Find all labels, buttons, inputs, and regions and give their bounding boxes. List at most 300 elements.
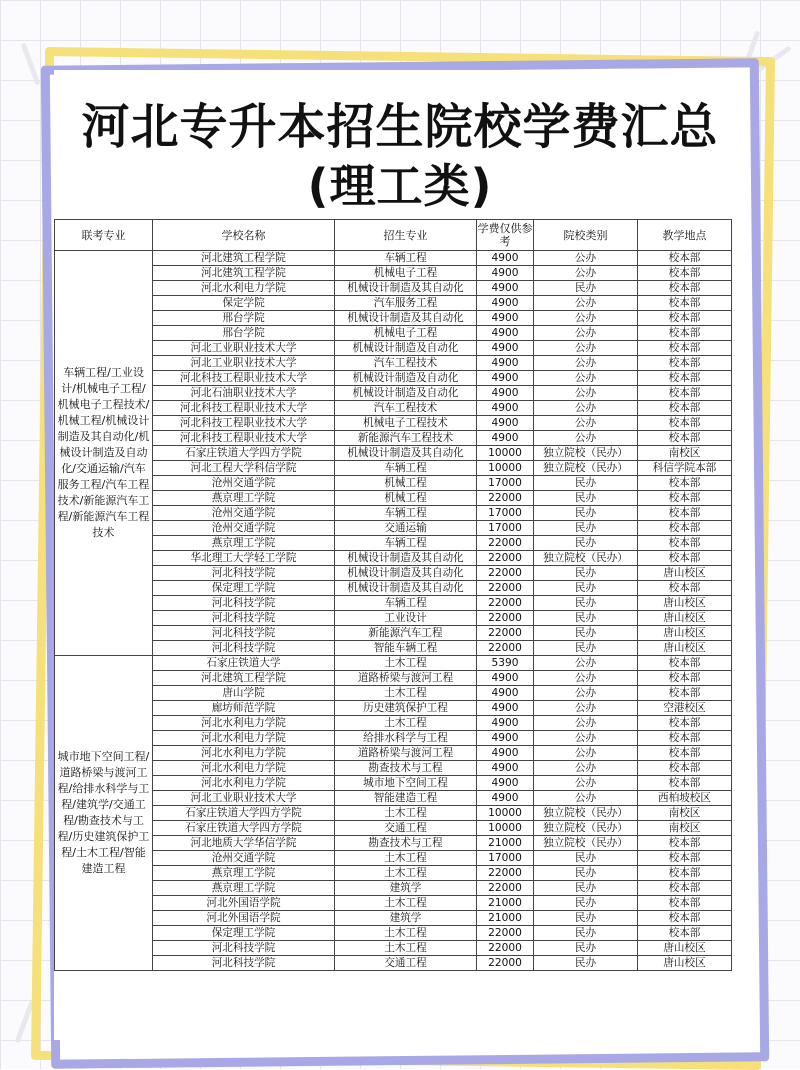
program-cell: 机械工程	[335, 491, 477, 506]
tuition-cell: 22000	[477, 641, 534, 656]
school-cell: 河北建筑工程学院	[153, 251, 335, 266]
tuition-cell: 4900	[477, 731, 534, 746]
type-cell: 民办	[534, 521, 638, 536]
program-cell: 交通运输	[335, 521, 477, 536]
tuition-cell: 22000	[477, 626, 534, 641]
tuition-cell: 22000	[477, 881, 534, 896]
location-cell: 校本部	[638, 356, 732, 371]
tuition-cell: 4900	[477, 326, 534, 341]
type-cell: 独立院校（民办）	[534, 461, 638, 476]
table-row	[55, 506, 732, 521]
location-cell: 校本部	[638, 251, 732, 266]
table-row	[55, 266, 732, 281]
tuition-cell: 10000	[477, 446, 534, 461]
table-header-row	[55, 220, 732, 251]
school-cell: 河北外国语学院	[153, 911, 335, 926]
table-row	[55, 956, 732, 971]
location-cell: 唐山校区	[638, 596, 732, 611]
table-row	[55, 806, 732, 821]
table-row	[55, 596, 732, 611]
program-cell: 给排水科学与工程	[335, 731, 477, 746]
program-cell: 智能建造工程	[335, 791, 477, 806]
school-cell: 河北科技学院	[153, 641, 335, 656]
type-cell: 公办	[534, 251, 638, 266]
table-row	[55, 341, 732, 356]
program-cell: 机械设计制造及其自动化	[335, 581, 477, 596]
table-row	[55, 431, 732, 446]
program-cell: 建筑学	[335, 881, 477, 896]
school-cell: 河北工程大学科信学院	[153, 461, 335, 476]
table-row	[55, 626, 732, 641]
school-cell: 河北地质大学华信学院	[153, 836, 335, 851]
school-cell: 河北科技学院	[153, 566, 335, 581]
school-cell: 沧州交通学院	[153, 506, 335, 521]
location-cell: 科信学院本部	[638, 461, 732, 476]
location-cell: 唐山校区	[638, 566, 732, 581]
table-row	[55, 911, 732, 926]
tuition-cell: 4900	[477, 416, 534, 431]
table-row	[55, 656, 732, 671]
page-subtitle: (理工类)	[307, 159, 493, 213]
school-cell: 燕京理工学院	[153, 881, 335, 896]
school-cell: 华北理工大学轻工学院	[153, 551, 335, 566]
location-cell: 西柏坡校区	[638, 791, 732, 806]
tuition-cell: 21000	[477, 896, 534, 911]
location-cell: 校本部	[638, 536, 732, 551]
school-cell: 河北科技工程职业技术大学	[153, 401, 335, 416]
tuition-cell: 4900	[477, 686, 534, 701]
type-cell: 民办	[534, 626, 638, 641]
location-cell: 南校区	[638, 806, 732, 821]
tuition-cell: 22000	[477, 941, 534, 956]
type-cell: 民办	[534, 896, 638, 911]
school-cell: 燕京理工学院	[153, 536, 335, 551]
tuition-cell: 4900	[477, 386, 534, 401]
table-row	[55, 311, 732, 326]
type-cell: 民办	[534, 851, 638, 866]
location-cell: 南校区	[638, 821, 732, 836]
tuition-cell: 4900	[477, 716, 534, 731]
program-cell: 新能源汽车工程技术	[335, 431, 477, 446]
table-row	[55, 941, 732, 956]
table-row	[55, 731, 732, 746]
location-cell: 校本部	[638, 326, 732, 341]
tuition-cell: 4900	[477, 431, 534, 446]
type-cell: 民办	[534, 926, 638, 941]
type-cell: 民办	[534, 941, 638, 956]
program-cell: 工业设计	[335, 611, 477, 626]
type-cell: 公办	[534, 686, 638, 701]
location-cell: 校本部	[638, 281, 732, 296]
location-cell: 校本部	[638, 431, 732, 446]
table-row	[55, 836, 732, 851]
program-cell: 建筑学	[335, 911, 477, 926]
type-cell: 民办	[534, 281, 638, 296]
tuition-cell: 22000	[477, 926, 534, 941]
program-cell: 车辆工程	[335, 536, 477, 551]
location-cell: 校本部	[638, 866, 732, 881]
program-cell: 土木工程	[335, 926, 477, 941]
program-cell: 机械设计制造及其自动化	[335, 566, 477, 581]
school-cell: 河北科技学院	[153, 941, 335, 956]
location-cell: 校本部	[638, 716, 732, 731]
type-cell: 独立院校（民办）	[534, 836, 638, 851]
table-row	[55, 476, 732, 491]
type-cell: 民办	[534, 506, 638, 521]
location-cell: 校本部	[638, 761, 732, 776]
program-cell: 土木工程	[335, 866, 477, 881]
location-cell: 校本部	[638, 581, 732, 596]
table-row	[55, 386, 732, 401]
program-cell: 土木工程	[335, 896, 477, 911]
location-cell: 校本部	[638, 476, 732, 491]
type-cell: 公办	[534, 431, 638, 446]
school-cell: 河北石油职业技术大学	[153, 386, 335, 401]
program-cell: 车辆工程	[335, 251, 477, 266]
type-cell: 民办	[534, 881, 638, 896]
tuition-cell: 4900	[477, 251, 534, 266]
program-cell: 汽车服务工程	[335, 296, 477, 311]
type-cell: 公办	[534, 416, 638, 431]
type-cell: 民办	[534, 581, 638, 596]
program-cell: 勘查技术与工程	[335, 761, 477, 776]
table-row	[55, 446, 732, 461]
program-cell: 机械电子工程	[335, 266, 477, 281]
school-cell: 河北水利电力学院	[153, 731, 335, 746]
location-cell: 校本部	[638, 551, 732, 566]
program-cell: 土木工程	[335, 686, 477, 701]
tuition-cell: 22000	[477, 596, 534, 611]
table-row	[55, 926, 732, 941]
location-cell: 校本部	[638, 506, 732, 521]
tuition-cell: 22000	[477, 956, 534, 971]
school-cell: 河北科技学院	[153, 956, 335, 971]
tuition-cell: 4900	[477, 266, 534, 281]
type-cell: 公办	[534, 401, 638, 416]
tuition-cell: 4900	[477, 281, 534, 296]
table-row	[55, 356, 732, 371]
location-cell: 唐山校区	[638, 611, 732, 626]
school-cell: 河北水利电力学院	[153, 776, 335, 791]
program-cell: 机械设计制造及自动化	[335, 341, 477, 356]
location-cell: 唐山校区	[638, 641, 732, 656]
table-row	[55, 881, 732, 896]
tuition-cell: 17000	[477, 476, 534, 491]
program-cell: 车辆工程	[335, 506, 477, 521]
program-cell: 勘查技术与工程	[335, 836, 477, 851]
school-cell: 石家庄铁道大学四方学院	[153, 806, 335, 821]
major-group-cell: 车辆工程/工业设计/机械电子工程/机械电子工程技术/机械工程/机械设计制造及其自动化/机械设计制造及自动化/交通运输/汽车服务工程/汽车工程技术/新能源汽车工程/新能源汽车工程技术	[55, 251, 153, 656]
school-cell: 燕京理工学院	[153, 491, 335, 506]
type-cell: 民办	[534, 596, 638, 611]
program-cell: 机械设计制造及其自动化	[335, 446, 477, 461]
location-cell: 校本部	[638, 491, 732, 506]
school-cell: 河北工业职业技术大学	[153, 356, 335, 371]
program-cell: 道路桥梁与渡河工程	[335, 671, 477, 686]
location-cell: 校本部	[638, 371, 732, 386]
type-cell: 公办	[534, 671, 638, 686]
type-cell: 公办	[534, 371, 638, 386]
type-cell: 独立院校（民办）	[534, 821, 638, 836]
location-cell: 校本部	[638, 836, 732, 851]
type-cell: 公办	[534, 656, 638, 671]
major-group-cell: 城市地下空间工程/道路桥梁与渡河工程/给排水科学与工程/建筑学/交通工程/勘查技术与工程/历史建筑保护工程/土木工程/智能建造工程	[55, 656, 153, 971]
tuition-cell: 17000	[477, 521, 534, 536]
program-cell: 土木工程	[335, 656, 477, 671]
tuition-cell: 4900	[477, 401, 534, 416]
school-cell: 河北水利电力学院	[153, 716, 335, 731]
location-cell: 校本部	[638, 401, 732, 416]
program-cell: 车辆工程	[335, 461, 477, 476]
school-cell: 河北工业职业技术大学	[153, 791, 335, 806]
tuition-cell: 4900	[477, 776, 534, 791]
school-cell: 沧州交通学院	[153, 521, 335, 536]
school-cell: 石家庄铁道大学	[153, 656, 335, 671]
table-row	[55, 776, 732, 791]
school-cell: 河北建筑工程学院	[153, 266, 335, 281]
table-row	[55, 581, 732, 596]
program-cell: 历史建筑保护工程	[335, 701, 477, 716]
location-cell: 唐山校区	[638, 941, 732, 956]
location-cell: 唐山校区	[638, 626, 732, 641]
school-cell: 邢台学院	[153, 326, 335, 341]
school-cell: 河北工业职业技术大学	[153, 341, 335, 356]
location-cell: 校本部	[638, 341, 732, 356]
school-cell: 唐山学院	[153, 686, 335, 701]
type-cell: 公办	[534, 341, 638, 356]
tuition-cell: 17000	[477, 506, 534, 521]
program-cell: 机械工程	[335, 476, 477, 491]
school-cell: 河北科技学院	[153, 611, 335, 626]
tuition-cell: 4900	[477, 371, 534, 386]
program-cell: 车辆工程	[335, 596, 477, 611]
table-row	[55, 641, 732, 656]
school-cell: 廊坊师范学院	[153, 701, 335, 716]
header-school: 学校名称	[153, 220, 335, 251]
page-title: 河北专升本招生院校学费汇总	[81, 99, 719, 155]
location-cell: 校本部	[638, 746, 732, 761]
table-row	[55, 671, 732, 686]
tuition-cell: 22000	[477, 551, 534, 566]
table-row	[55, 821, 732, 836]
tuition-cell: 10000	[477, 461, 534, 476]
type-cell: 独立院校（民办）	[534, 806, 638, 821]
tuition-cell: 21000	[477, 836, 534, 851]
program-cell: 城市地下空间工程	[335, 776, 477, 791]
table-row	[55, 791, 732, 806]
tuition-cell: 22000	[477, 611, 534, 626]
school-cell: 河北水利电力学院	[153, 761, 335, 776]
table-row	[55, 746, 732, 761]
table-row	[55, 851, 732, 866]
table-row	[55, 401, 732, 416]
tuition-cell: 22000	[477, 491, 534, 506]
location-cell: 唐山校区	[638, 956, 732, 971]
school-cell: 保定理工学院	[153, 926, 335, 941]
location-cell: 校本部	[638, 731, 732, 746]
header-program: 招生专业	[335, 220, 477, 251]
location-cell: 校本部	[638, 926, 732, 941]
type-cell: 民办	[534, 476, 638, 491]
school-cell: 保定理工学院	[153, 581, 335, 596]
program-cell: 机械电子工程技术	[335, 416, 477, 431]
type-cell: 民办	[534, 566, 638, 581]
tuition-cell: 22000	[477, 866, 534, 881]
location-cell: 校本部	[638, 776, 732, 791]
tuition-cell: 4900	[477, 791, 534, 806]
type-cell: 公办	[534, 716, 638, 731]
type-cell: 公办	[534, 386, 638, 401]
school-cell: 邢台学院	[153, 311, 335, 326]
location-cell: 校本部	[638, 386, 732, 401]
tuition-cell: 10000	[477, 806, 534, 821]
type-cell: 民办	[534, 911, 638, 926]
tuition-cell: 4900	[477, 761, 534, 776]
type-cell: 独立院校（民办）	[534, 446, 638, 461]
school-cell: 沧州交通学院	[153, 476, 335, 491]
table-row	[55, 521, 732, 536]
type-cell: 民办	[534, 641, 638, 656]
school-cell: 河北外国语学院	[153, 896, 335, 911]
program-cell: 机械设计制造及自动化	[335, 386, 477, 401]
location-cell: 校本部	[638, 311, 732, 326]
location-cell: 校本部	[638, 686, 732, 701]
table-row	[55, 296, 732, 311]
program-cell: 土木工程	[335, 806, 477, 821]
location-cell: 校本部	[638, 851, 732, 866]
tuition-cell: 21000	[477, 911, 534, 926]
type-cell: 公办	[534, 326, 638, 341]
program-cell: 机械电子工程	[335, 326, 477, 341]
type-cell: 公办	[534, 356, 638, 371]
program-cell: 土木工程	[335, 851, 477, 866]
table-row	[55, 566, 732, 581]
location-cell: 校本部	[638, 671, 732, 686]
school-cell: 石家庄铁道大学四方学院	[153, 821, 335, 836]
table-row	[55, 326, 732, 341]
header-location: 教学地点	[638, 220, 732, 251]
program-cell: 土木工程	[335, 716, 477, 731]
program-cell: 智能车辆工程	[335, 641, 477, 656]
tuition-cell: 22000	[477, 536, 534, 551]
school-cell: 河北科技工程职业技术大学	[153, 416, 335, 431]
tuition-cell: 22000	[477, 566, 534, 581]
school-cell: 燕京理工学院	[153, 866, 335, 881]
program-cell: 机械设计制造及其自动化	[335, 281, 477, 296]
type-cell: 民办	[534, 491, 638, 506]
tuition-cell: 4900	[477, 746, 534, 761]
tuition-cell: 4900	[477, 311, 534, 326]
program-cell: 交通工程	[335, 821, 477, 836]
tuition-cell: 4900	[477, 671, 534, 686]
tuition-cell: 4900	[477, 356, 534, 371]
program-cell: 交通工程	[335, 956, 477, 971]
type-cell: 公办	[534, 296, 638, 311]
school-cell: 石家庄铁道大学四方学院	[153, 446, 335, 461]
table-body	[55, 251, 732, 971]
program-cell: 汽车工程技术	[335, 356, 477, 371]
header-major: 联考专业	[55, 220, 153, 251]
program-cell: 机械设计制造及其自动化	[335, 551, 477, 566]
tuition-table	[54, 219, 732, 971]
program-cell: 机械设计制造及自动化	[335, 371, 477, 386]
school-cell: 河北水利电力学院	[153, 746, 335, 761]
school-cell: 河北水利电力学院	[153, 281, 335, 296]
header-type: 院校类别	[534, 220, 638, 251]
location-cell: 空港校区	[638, 701, 732, 716]
location-cell: 校本部	[638, 266, 732, 281]
tuition-cell: 4900	[477, 701, 534, 716]
location-cell: 校本部	[638, 881, 732, 896]
location-cell: 校本部	[638, 521, 732, 536]
tuition-cell: 10000	[477, 821, 534, 836]
table-row	[55, 716, 732, 731]
type-cell: 公办	[534, 791, 638, 806]
location-cell: 南校区	[638, 446, 732, 461]
program-cell: 道路桥梁与渡河工程	[335, 746, 477, 761]
table-row	[55, 416, 732, 431]
table-row	[55, 536, 732, 551]
location-cell: 校本部	[638, 656, 732, 671]
location-cell: 校本部	[638, 296, 732, 311]
location-cell: 校本部	[638, 911, 732, 926]
table-row	[55, 551, 732, 566]
table-row	[55, 461, 732, 476]
tuition-cell: 17000	[477, 851, 534, 866]
type-cell: 民办	[534, 611, 638, 626]
table-row	[55, 371, 732, 386]
type-cell: 公办	[534, 701, 638, 716]
location-cell: 校本部	[638, 416, 732, 431]
table-row	[55, 491, 732, 506]
tuition-cell: 22000	[477, 581, 534, 596]
school-cell: 河北科技工程职业技术大学	[153, 371, 335, 386]
school-cell: 河北建筑工程学院	[153, 671, 335, 686]
tuition-cell: 4900	[477, 296, 534, 311]
type-cell: 公办	[534, 761, 638, 776]
school-cell: 保定学院	[153, 296, 335, 311]
program-cell: 机械设计制造及其自动化	[335, 311, 477, 326]
tuition-cell: 4900	[477, 341, 534, 356]
type-cell: 公办	[534, 776, 638, 791]
type-cell: 公办	[534, 311, 638, 326]
program-cell: 汽车工程技术	[335, 401, 477, 416]
type-cell: 民办	[534, 956, 638, 971]
type-cell: 公办	[534, 731, 638, 746]
school-cell: 沧州交通学院	[153, 851, 335, 866]
school-cell: 河北科技学院	[153, 596, 335, 611]
table-row	[55, 251, 732, 266]
type-cell: 独立院校（民办）	[534, 551, 638, 566]
type-cell: 公办	[534, 266, 638, 281]
header-tuition: 学费仅供参考	[477, 220, 534, 251]
table-row	[55, 896, 732, 911]
table-row	[55, 686, 732, 701]
type-cell: 民办	[534, 536, 638, 551]
table-row	[55, 611, 732, 626]
table-row	[55, 701, 732, 716]
type-cell: 公办	[534, 746, 638, 761]
school-cell: 河北科技学院	[153, 626, 335, 641]
location-cell: 校本部	[638, 896, 732, 911]
type-cell: 民办	[534, 866, 638, 881]
program-cell: 土木工程	[335, 941, 477, 956]
tuition-cell: 5390	[477, 656, 534, 671]
program-cell: 新能源汽车工程	[335, 626, 477, 641]
table-row	[55, 761, 732, 776]
school-cell: 河北科技工程职业技术大学	[153, 431, 335, 446]
table-row	[55, 866, 732, 881]
